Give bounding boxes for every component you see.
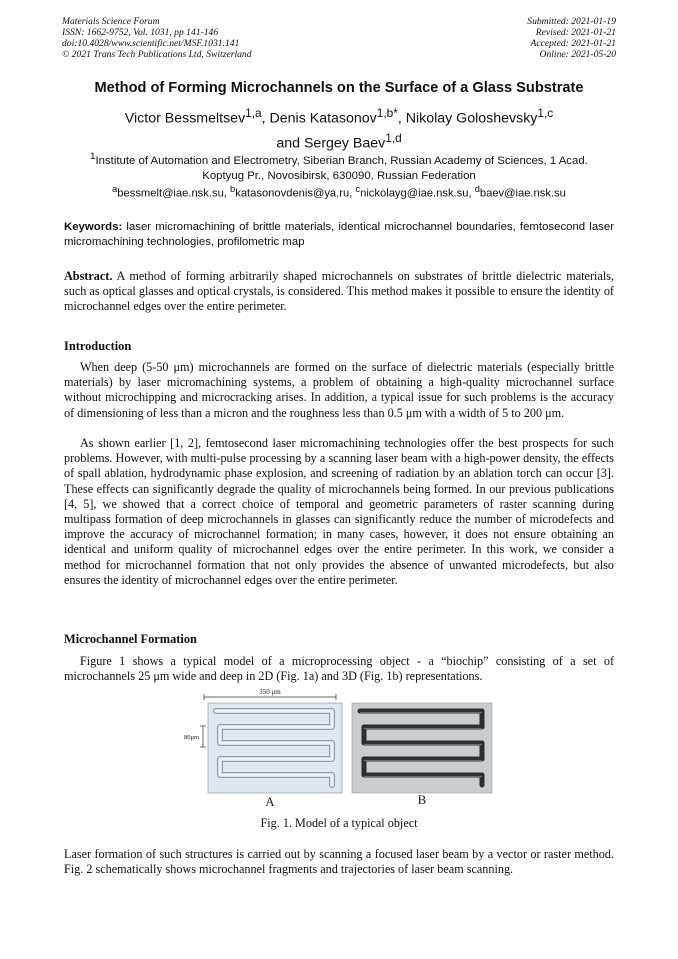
email-link[interactable]: baev@iae.nsk.su bbox=[479, 187, 566, 200]
figure-1-caption: Fig. 1. Model of a typical object bbox=[260, 816, 418, 830]
dimension-height-label: 80μm bbox=[183, 734, 199, 741]
author-sup: 1,d bbox=[385, 130, 402, 145]
doi: doi:10.4028/www.scientific.net/MSF.1031.141 bbox=[62, 38, 240, 49]
panel-a-2d-model bbox=[184, 688, 342, 793]
abstract bbox=[64, 269, 614, 315]
affiliation-text: Institute of Automation and Electrometry, Siberian Branch, Russian Academy of Sciences, 1 Acad. Koptyug Pr., Novosibirsk, 630090, Russian Federation bbox=[95, 154, 588, 182]
formation-paragraph-1: Figure 1 shows a typical model of a microprocessing object - a “biochip” consisting of a set of microchannels 25 μm wide and deep in 2D (Fig. 1a) and 3D (Fig. 1b) representations. bbox=[64, 654, 614, 684]
dimension-width-label: 350 μm bbox=[259, 688, 281, 696]
email-sup: c bbox=[355, 184, 361, 194]
affiliation-sup: 1 bbox=[90, 151, 96, 162]
journal-name: Materials Science Forum bbox=[62, 16, 160, 27]
author-sup: 1,a bbox=[245, 106, 262, 120]
author-name: Nikolay Goloshevsky bbox=[405, 110, 538, 127]
formation-paragraph-2: Laser formation of such structures is carried out by scanning a focused laser beam by a vector or raster method. Fig. 2 schematically shows microchannel fragments and trajectories of laser beam scanning. bbox=[64, 847, 614, 877]
author-sup: 1,b* bbox=[376, 106, 398, 120]
keywords-text: laser micromachining of brittle materials, identical microchannel boundaries, femtosecond laser micromachining technologies, profilometric map bbox=[64, 221, 614, 248]
section-heading-introduction: Introduction bbox=[64, 339, 132, 353]
affiliation bbox=[70, 149, 608, 184]
author-name: Sergey Baev bbox=[303, 135, 386, 152]
intro-paragraph-2: As shown earlier [1, 2], femtosecond laser micromachining technologies offer the best prospects for such problems. However, with multi-pulse processing by a scanning laser beam with a high-power density, the effects of spall ablation, hydrodynamic phase explosion, and screening of radiation by an ablation torch can occur [3]. These effects can significantly degrade the quality of microchannels being formed. In our previous publications [4, 5], we showed that a correct choice of temporal and geometric parameters of raster scanning during multipass formation of deep microchannels in glasses can significantly reduce the number of microdefects and improve the accuracy of microchannel formation; in many cases, however, it does not ensure obtaining an identical and uniform quality of microchannel edges over the entire perimeter. In this work, we consider a method for microchannel formation that not only provides the absence of unwanted microdefects, but also ensures the identity of microchannel edges over the entire perimeter. bbox=[64, 436, 614, 587]
submitted-date: Submitted: 2021-01-19 bbox=[527, 16, 616, 27]
dates-info bbox=[527, 16, 616, 60]
intro-paragraph-1: When deep (5-50 μm) microchannels are formed on the surface of dielectric materials (especially brittle materials) by laser micromachining systems, a problem of obtaining a high-quality microchannel surface without microchipping and microcracking arises. In addition, a typical issue for such problems is the accuracy of dimensioning of less than a micron and the roughness less than 0.5 μm with a width of 5 to 200 μm. bbox=[64, 360, 614, 420]
panel-a-label: A bbox=[265, 794, 275, 809]
online-date: Online: 2021-05-20 bbox=[539, 49, 616, 60]
email-list: $^a$bessmelt@iae.nsk.su, $^b$katasonovdenis@ya.ru, $^c$nickolayg@iae.nsk.su, $^d$baev@iae.nsk.su bbox=[112, 184, 566, 200]
keywords bbox=[64, 220, 614, 249]
email-link[interactable]: katasonovdenis@ya.ru bbox=[235, 187, 350, 200]
author-list: Victor Bessmeltsev$^{1,a}$, Denis Katasonov$^{1,b*}$, Nikolay Goloshevsky$^{1,c}$ and Sergey Baev$^{1,d}$ bbox=[124, 106, 554, 152]
figure-1 bbox=[176, 685, 496, 810]
email-sup: b bbox=[230, 184, 236, 194]
keywords-label: Keywords: bbox=[64, 221, 123, 233]
accepted-date: Accepted: 2021-01-21 bbox=[530, 38, 616, 49]
author-and: and bbox=[276, 135, 304, 152]
email-link[interactable]: bessmelt@iae.nsk.su bbox=[117, 187, 224, 200]
email-sup: d bbox=[474, 184, 480, 194]
paper-title: Method of Forming Microchannels on the Surface of a Glass Substrate bbox=[94, 80, 584, 96]
issn: ISSN: 1662-9752, Vol. 1031, pp 141-146 bbox=[62, 27, 219, 38]
figure-1-image bbox=[176, 685, 496, 810]
author-name: Victor Bessmeltsev bbox=[124, 110, 246, 127]
section-heading-formation: Microchannel Formation bbox=[64, 632, 197, 646]
copyright: © 2021 Trans Tech Publications Ltd, Switzerland bbox=[62, 49, 252, 60]
panel-b-3d-model bbox=[352, 703, 492, 793]
email-link[interactable]: nickolayg@iae.nsk.su bbox=[360, 187, 469, 200]
abstract-text: A method of forming arbitrarily shaped microchannels on substrates of brittle dielectric materials, such as optical glasses and optical crystals, is considered. This method makes it possible to ensure the identity of microchannel edges over the entire perimeter. bbox=[64, 269, 614, 314]
author-sup: 1,c bbox=[537, 106, 554, 120]
revised-date: Revised: 2021-01-21 bbox=[535, 27, 616, 38]
author-name: Denis Katasonov bbox=[269, 110, 377, 127]
panel-b-label: B bbox=[417, 792, 427, 807]
abstract-label: Abstract. bbox=[64, 269, 113, 283]
journal-info bbox=[62, 16, 252, 60]
email-sup: a bbox=[112, 184, 118, 194]
